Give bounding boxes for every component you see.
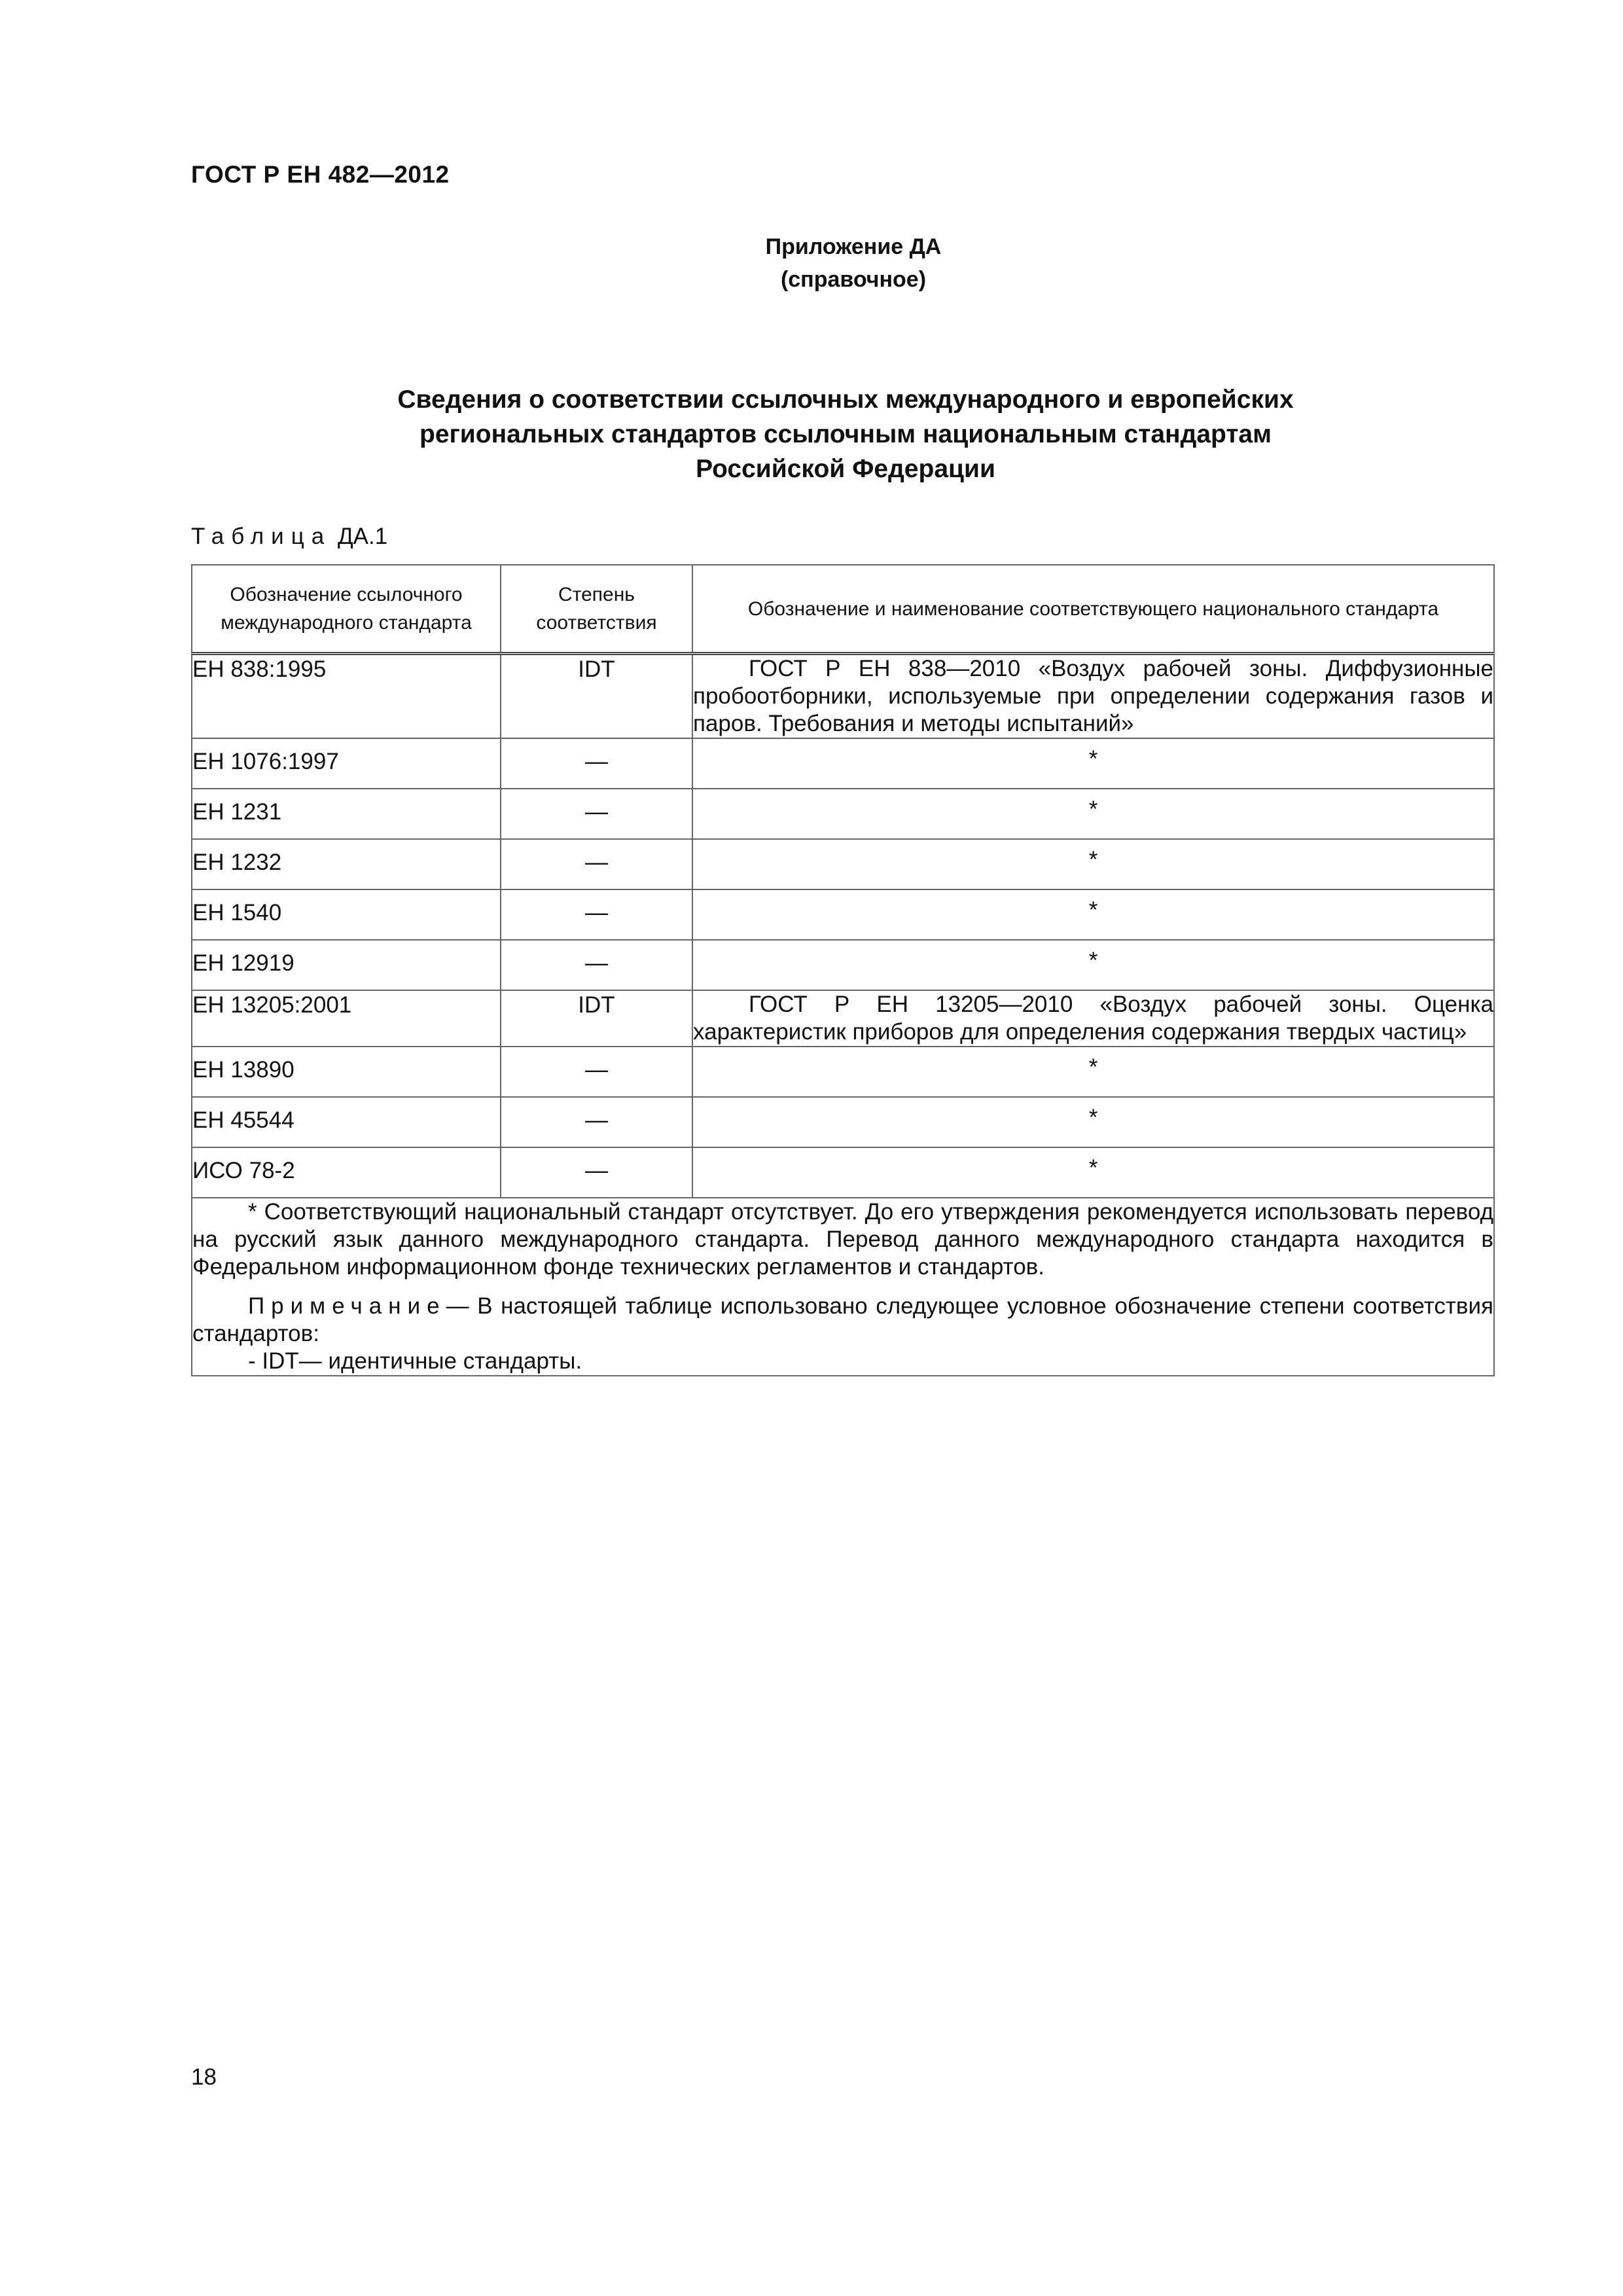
table-row <box>192 839 1494 889</box>
cell-name: * <box>692 1097 1494 1147</box>
cell-name-text: ГОСТ Р ЕН 838—2010 «Воздух рабочей зоны. Диффузионные пробоотборники, используемые при определении содержания газов и паров. Требования и методы испытаний» <box>693 656 1493 736</box>
cell-name: * <box>692 940 1494 990</box>
title-line: Российской Федерации <box>696 455 995 483</box>
document-header: ГОСТ Р ЕН 482—2012 <box>191 161 450 188</box>
header-national-standard: Обозначение и наименование соответствующего национального стандарта <box>692 565 1494 654</box>
header-degree: Степень соответствия <box>501 565 692 654</box>
cell-degree: — <box>501 738 692 789</box>
table-row <box>192 990 1494 1047</box>
table-caption-word: Таблица <box>191 524 332 549</box>
cell-degree: IDT <box>501 990 692 1047</box>
cell-code: ЕН 838:1995 <box>192 654 501 739</box>
cell-degree: — <box>501 839 692 889</box>
table-caption <box>191 524 387 550</box>
table-row <box>192 1147 1494 1198</box>
cell-name: * <box>692 738 1494 789</box>
cell-code: ЕН 1540 <box>192 889 501 940</box>
table-row <box>192 738 1494 789</box>
cell-code: ЕН 1076:1997 <box>192 738 501 789</box>
cell-code: ЕН 1232 <box>192 839 501 889</box>
cell-degree: — <box>501 889 692 940</box>
cell-code: ЕН 12919 <box>192 940 501 990</box>
appendix-heading <box>0 230 1623 296</box>
footnote <box>192 1198 1493 1281</box>
standards-table <box>191 564 1495 1376</box>
cell-name-text: ГОСТ Р ЕН 13205—2010 «Воздух рабочей зоны. Оценка характеристик приборов для определения содержания твердых частиц» <box>693 992 1493 1045</box>
table-row <box>192 1047 1494 1097</box>
note-paragraph <box>192 1293 1493 1348</box>
note-label: Примечание <box>248 1293 446 1319</box>
table-header-row <box>192 565 1494 654</box>
appendix-title: Приложение ДА <box>765 234 942 259</box>
cell-name: * <box>692 1047 1494 1097</box>
header-international-standard: Обозначение ссылочного международного стандарта <box>192 565 501 654</box>
cell-code: ЕН 13205:2001 <box>192 990 501 1047</box>
cell-code: ЕН 13890 <box>192 1047 501 1097</box>
table-row <box>192 1097 1494 1147</box>
cell-name: * <box>692 889 1494 940</box>
cell-name <box>692 654 1494 739</box>
note-text: — В настоящей таблице использовано следующее условное обозначение степени соответствия стандартов: <box>192 1293 1493 1346</box>
title-line: Сведения о соответствии ссылочных международного и европейских <box>397 386 1294 414</box>
appendix-type: (справочное) <box>780 267 927 292</box>
table-row <box>192 789 1494 839</box>
note-item: - IDT— идентичные стандарты. <box>248 1348 582 1374</box>
table-caption-number: ДА.1 <box>337 524 388 549</box>
note <box>192 1293 1493 1375</box>
cell-degree: IDT <box>501 654 692 739</box>
cell-degree: — <box>501 1047 692 1097</box>
cell-degree: — <box>501 940 692 990</box>
title-line: региональных стандартов ссылочным национальным стандартам <box>419 420 1272 448</box>
cell-name <box>692 990 1494 1047</box>
cell-degree: — <box>501 1147 692 1198</box>
cell-degree: — <box>501 1097 692 1147</box>
document-title <box>191 382 1500 486</box>
table-row <box>192 940 1494 990</box>
table-footnote-row <box>192 1198 1494 1376</box>
cell-code: ИСО 78-2 <box>192 1147 501 1198</box>
cell-name: * <box>692 789 1494 839</box>
table-footnote-cell <box>192 1198 1494 1376</box>
page-number: 18 <box>191 2064 217 2090</box>
cell-degree: — <box>501 789 692 839</box>
cell-code: ЕН 1231 <box>192 789 501 839</box>
cell-name: * <box>692 1147 1494 1198</box>
table-row <box>192 889 1494 940</box>
cell-code: ЕН 45544 <box>192 1097 501 1147</box>
table-row <box>192 654 1494 739</box>
cell-name: * <box>692 839 1494 889</box>
footnote-text: * Соответствующий национальный стандарт отсутствует. До его утверждения рекомендуется использовать перевод на русский язык данного международного стандарта. Перевод данного международного стандарта находится в Федеральном информационном фонде технических регламентов и стандартов. <box>192 1199 1493 1280</box>
